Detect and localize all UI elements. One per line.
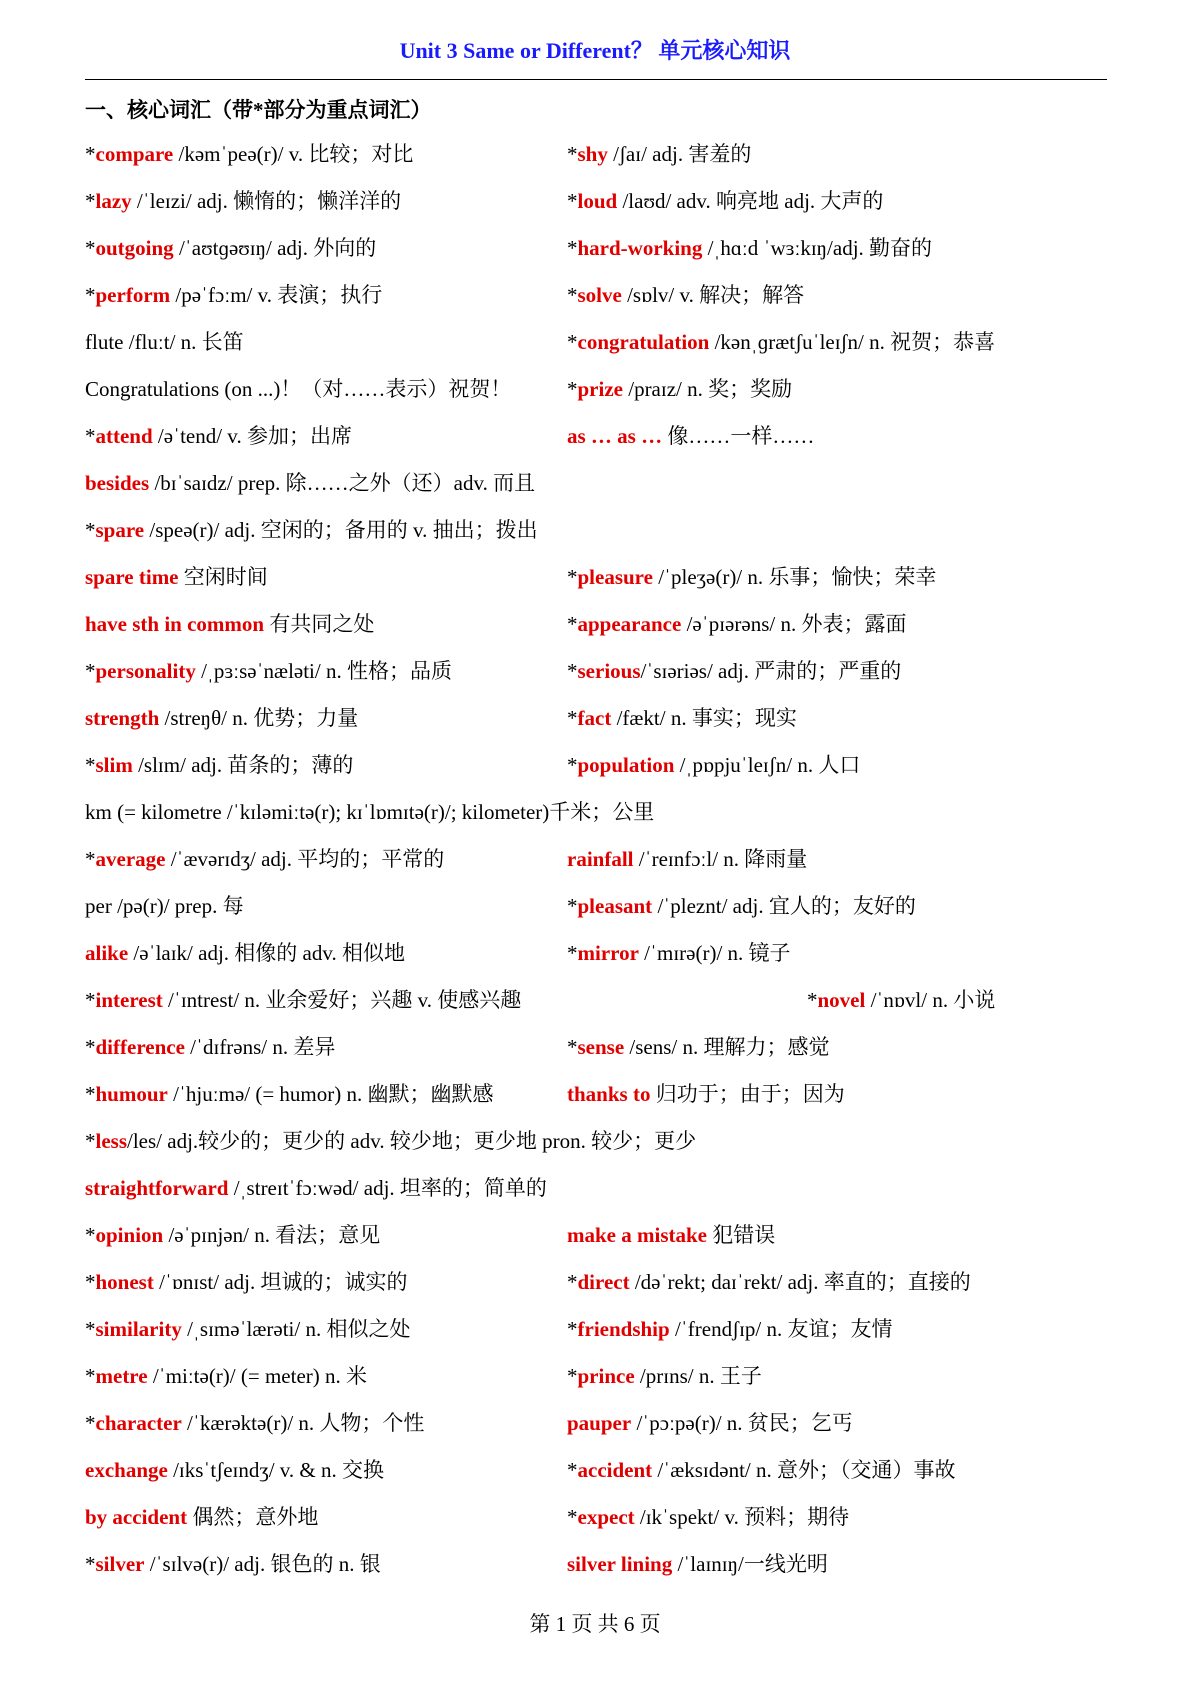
vocab-entry [567, 930, 791, 977]
vocab-definition: /əˈtend/ v. 参加；出席 [152, 424, 352, 448]
vocab-entry [85, 1071, 494, 1118]
key-word-star: * [85, 1364, 96, 1388]
vocab-row [85, 1165, 1115, 1212]
vocab-definition: /kənˌɡrætʃuˈleɪʃn/ n. 祝贺；恭喜 [709, 330, 996, 354]
vocab-entry [85, 1400, 424, 1447]
page-number: 第 1 页 共 6 页 [529, 1612, 661, 1636]
vocab-definition: /kəmˈpeə(r)/ v. 比较；对比 [173, 142, 414, 166]
vocab-definition: /ˈɒnɪst/ adj. 坦诚的；诚实的 [153, 1270, 408, 1294]
vocab-entry [85, 131, 413, 178]
vocab-definition: /dəˈrekt; daɪˈrekt/ adj. 率直的；直接的 [629, 1270, 971, 1294]
vocab-word: strength [85, 706, 160, 730]
vocab-word: interest [95, 988, 163, 1012]
key-word-star: * [85, 1317, 96, 1341]
vocab-row [85, 977, 1115, 1024]
vocab-entry [85, 1494, 318, 1541]
vocab-definition: /ˈdɪfrəns/ n. 差异 [184, 1035, 336, 1059]
vocab-entry [567, 695, 797, 742]
vocab-word: loud [577, 189, 618, 213]
vocab-entry [567, 319, 995, 366]
vocab-row [85, 178, 1115, 225]
vocab-word: similarity [95, 1317, 182, 1341]
vocab-entry [85, 977, 521, 1024]
vocab-word: shy [577, 142, 608, 166]
key-word-star: * [85, 1223, 96, 1247]
vocab-definition: /ˈsɪlvə(r)/ adj. 银色的 n. 银 [144, 1552, 381, 1576]
vocab-row [85, 460, 1115, 507]
vocab-word: pleasure [577, 565, 653, 589]
vocab-entry [85, 1024, 335, 1071]
vocab-word: friendship [577, 1317, 670, 1341]
vocab-word: by accident [85, 1505, 188, 1529]
vocab-entry [85, 1306, 410, 1353]
key-word-star: * [567, 236, 578, 260]
vocab-entry [567, 1212, 775, 1259]
vocab-definition: /ˌstreɪtˈfɔːwəd/ adj. 坦率的；简单的 [228, 1176, 547, 1200]
vocab-row [85, 836, 1115, 883]
vocab-entry [85, 789, 654, 836]
key-word-star: * [567, 189, 578, 213]
vocab-entry [85, 742, 353, 789]
key-word-star: * [567, 894, 578, 918]
vocab-row [85, 789, 1115, 836]
key-word-star: * [567, 706, 578, 730]
vocab-entry [85, 507, 538, 554]
key-word-star: * [85, 236, 96, 260]
vocab-definition: /ˈkærəktə(r)/ n. 人物；个性 [181, 1411, 425, 1435]
vocab-word: population [577, 753, 675, 777]
vocab-definition: /ˌsɪməˈlærəti/ n. 相似之处 [181, 1317, 411, 1341]
vocab-word: silver [95, 1552, 145, 1576]
vocab-row [85, 319, 1115, 366]
key-word-star: * [567, 659, 578, 683]
vocab-row [85, 225, 1115, 272]
vocab-definition: /ɪkˈspekt/ v. 预料；期待 [634, 1505, 850, 1529]
key-word-star: * [567, 283, 578, 307]
vocab-word: less [95, 1129, 127, 1153]
vocab-entry [567, 131, 751, 178]
vocab-entry [85, 225, 376, 272]
vocab-definition: /ˌhɑːd ˈwɜːkɪŋ/adj. 勤奋的 [702, 236, 933, 260]
vocab-row [85, 742, 1115, 789]
vocab-row [85, 413, 1115, 460]
vocab-row [85, 1259, 1115, 1306]
vocab-row [85, 366, 1115, 413]
vocab-definition: /ˌpɒpjuˈleɪʃn/ n. 人口 [674, 753, 861, 777]
vocab-row [85, 695, 1115, 742]
vocab-definition: /ˈævərɪdʒ/ adj. 平均的；平常的 [165, 847, 445, 871]
vocab-definition: /les/ adj.较少的；更少的 adv. 较少地；更少地 pron. 较少；更少 [127, 1129, 697, 1153]
vocab-entry [567, 1400, 853, 1447]
vocab-row [85, 883, 1115, 930]
vocab-definition: /ˈleɪzi/ adj. 懒惰的；懒洋洋的 [131, 189, 402, 213]
vocab-row [85, 1494, 1115, 1541]
key-word-star: * [85, 283, 96, 307]
vocab-definition: flute /fluːt/ n. 长笛 [85, 330, 244, 354]
vocab-row [85, 1447, 1115, 1494]
vocab-word: sense [577, 1035, 625, 1059]
vocab-entry [567, 272, 804, 319]
vocab-definition: /ˈɪntrest/ n. 业余爱好；兴趣 v. 使感兴趣 [162, 988, 522, 1012]
vocab-word: slim [95, 753, 133, 777]
vocab-entry [85, 554, 268, 601]
vocab-word: pauper [567, 1411, 632, 1435]
vocab-definition: /ˈpleznt/ adj. 宜人的；友好的 [652, 894, 916, 918]
vocab-entry [85, 930, 405, 977]
vocab-entry [567, 1541, 828, 1588]
vocab-definition: 偶然；意外地 [187, 1505, 319, 1529]
vocab-entry [85, 648, 452, 695]
vocab-entry [85, 695, 358, 742]
key-word-star: * [85, 1082, 96, 1106]
vocab-entry [567, 1071, 845, 1118]
vocab-entry [85, 883, 244, 930]
vocab-word: rainfall [567, 847, 634, 871]
key-word-star: * [567, 612, 578, 636]
vocab-entry [567, 554, 936, 601]
vocab-entry [85, 178, 401, 225]
vocab-word: novel [817, 988, 866, 1012]
key-word-star: * [85, 753, 96, 777]
vocab-entry [567, 225, 932, 272]
vocab-definition: 空闲时间 [178, 565, 268, 589]
vocab-word: serious [577, 659, 641, 683]
vocab-word: fact [577, 706, 612, 730]
vocab-definition: /streŋθ/ n. 优势；力量 [159, 706, 359, 730]
vocab-definition: /sens/ n. 理解力；感觉 [624, 1035, 830, 1059]
vocab-definition: /ˈmiːtə(r)/ (= meter) n. 米 [147, 1364, 368, 1388]
key-word-star: * [567, 1364, 578, 1388]
vocab-word: accident [577, 1458, 653, 1482]
vocab-word: attend [95, 424, 153, 448]
vocab-word: silver lining [567, 1552, 673, 1576]
vocab-definition: /ˌpɜːsəˈnæləti/ n. 性格；品质 [195, 659, 452, 683]
key-word-star: * [567, 1458, 578, 1482]
key-word-star: * [567, 330, 578, 354]
vocab-row [85, 1541, 1115, 1588]
document-title: Unit 3 Same or Different？ 单元核心知识 [399, 38, 791, 63]
vocab-definition: /laʊd/ adv. 响亮地 adj. 大声的 [617, 189, 884, 213]
vocab-definition: /praɪz/ n. 奖；奖励 [622, 377, 793, 401]
vocab-definition: /ˈsɪəriəs/ adj. 严肃的；严重的 [640, 659, 902, 683]
key-word-star: * [85, 1129, 96, 1153]
key-word-star: * [85, 1552, 96, 1576]
vocab-entry [567, 601, 906, 648]
vocab-definition: /ˈlaɪnɪŋ/一线光明 [672, 1552, 828, 1576]
vocab-word: spare time [85, 565, 179, 589]
vocab-entry [85, 413, 352, 460]
key-word-star: * [567, 142, 578, 166]
vocab-word: solve [577, 283, 622, 307]
vocab-row [85, 1306, 1115, 1353]
vocab-word: lazy [95, 189, 132, 213]
key-word-star: * [85, 847, 96, 871]
vocab-definition: 像……一样…… [662, 424, 815, 448]
vocab-row [85, 131, 1115, 178]
vocab-word: straightforward [85, 1176, 229, 1200]
vocab-definition: /pəˈfɔːm/ v. 表演；执行 [170, 283, 383, 307]
vocab-entry [567, 1447, 956, 1494]
vocab-entry [85, 1353, 367, 1400]
vocab-definition: /bɪˈsaɪdz/ prep. 除……之外（还）adv. 而且 [149, 471, 536, 495]
vocab-definition: /ˈfrendʃɪp/ n. 友谊；友情 [669, 1317, 893, 1341]
vocab-definition: /ʃaɪ/ adj. 害羞的 [607, 142, 752, 166]
vocab-word: thanks to [567, 1082, 651, 1106]
vocab-word: prince [577, 1364, 635, 1388]
vocab-row [85, 272, 1115, 319]
vocab-word: metre [95, 1364, 148, 1388]
vocab-entry [567, 883, 916, 930]
vocab-word: appearance [577, 612, 682, 636]
vocab-row [85, 1400, 1115, 1447]
vocab-entry [85, 1541, 381, 1588]
vocab-definition: /əˈpɪnjən/ n. 看法；意见 [163, 1223, 381, 1247]
key-word-star: * [567, 1035, 578, 1059]
vocab-entry [567, 1306, 893, 1353]
key-word-star: * [567, 377, 578, 401]
vocab-definition: /fækt/ n. 事实；现实 [611, 706, 797, 730]
vocab-row [85, 930, 1115, 977]
key-word-star: * [85, 189, 96, 213]
vocab-entry [567, 1259, 971, 1306]
key-word-star: * [85, 1035, 96, 1059]
vocab-word: mirror [577, 941, 639, 965]
vocab-definition: /ˈæksɪdənt/ n. 意外；（交通）事故 [652, 1458, 956, 1482]
vocab-entry [85, 1259, 408, 1306]
key-word-star: * [85, 518, 96, 542]
vocab-definition: /ˈaʊtɡəʊɪŋ/ adj. 外向的 [173, 236, 377, 260]
vocab-definition: 犯错误 [707, 1223, 776, 1247]
vocab-definition: /ˈnɒvl/ n. 小说 [865, 988, 996, 1012]
vocab-word: direct [577, 1270, 630, 1294]
vocab-entry [807, 977, 995, 1024]
vocab-entry [85, 319, 244, 366]
vocab-definition: /ˈhjuːmə/ (= humor) n. 幽默；幽默感 [167, 1082, 494, 1106]
vocab-word: besides [85, 471, 150, 495]
vocab-entry [85, 1118, 696, 1165]
vocab-definition: /ˈreɪnfɔːl/ n. 降雨量 [633, 847, 808, 871]
vocab-entry [567, 1353, 762, 1400]
vocab-row [85, 1024, 1115, 1071]
vocab-entry [85, 601, 374, 648]
vocab-word: make a mistake [567, 1223, 707, 1247]
vocab-definition: Congratulations (on ...)！（对……表示）祝贺！ [85, 377, 512, 401]
vocab-word: outgoing [95, 236, 174, 260]
vocab-row [85, 1353, 1115, 1400]
vocab-word: prize [577, 377, 623, 401]
vocab-row [85, 648, 1115, 695]
vocab-entry [85, 1212, 380, 1259]
key-word-star: * [85, 1270, 96, 1294]
vocab-word: personality [95, 659, 196, 683]
vocab-definition: /əˈpɪərəns/ n. 外表；露面 [681, 612, 907, 636]
key-word-star: * [567, 941, 578, 965]
vocab-entry [85, 460, 535, 507]
vocab-word: exchange [85, 1458, 168, 1482]
key-word-star: * [85, 1411, 96, 1435]
vocab-word: honest [95, 1270, 154, 1294]
vocab-entry [567, 1024, 830, 1071]
vocab-row [85, 1118, 1115, 1165]
vocab-row [85, 1212, 1115, 1259]
vocab-entry [567, 648, 901, 695]
vocab-entry [567, 413, 814, 460]
key-word-star: * [85, 142, 96, 166]
vocab-entry [85, 272, 382, 319]
key-word-star: * [85, 988, 96, 1012]
vocab-word: spare [95, 518, 145, 542]
vocab-word: expect [577, 1505, 635, 1529]
key-word-star: * [567, 1505, 578, 1529]
key-word-star: * [85, 659, 96, 683]
vocab-entry [85, 366, 511, 413]
vocab-entry [567, 742, 860, 789]
key-word-star: * [807, 988, 818, 1012]
header-rule [85, 79, 1107, 80]
vocab-definition: /prɪns/ n. 王子 [634, 1364, 762, 1388]
key-word-star: * [567, 1270, 578, 1294]
vocab-word: humour [95, 1082, 168, 1106]
vocab-definition: /əˈlaɪk/ adj. 相像的 adv. 相似地 [128, 941, 406, 965]
vocab-word: compare [95, 142, 174, 166]
vocab-entry [85, 1447, 384, 1494]
vocab-entry [567, 366, 792, 413]
section-title: 一、核心词汇（带*部分为重点词汇） [85, 98, 432, 122]
vocab-entry [85, 1165, 547, 1212]
vocab-definition: /speə(r)/ adj. 空闲的；备用的 v. 抽出；拨出 [144, 518, 538, 542]
vocab-word: perform [95, 283, 171, 307]
vocab-word: as … as … [567, 424, 663, 448]
key-word-star: * [85, 424, 96, 448]
vocab-word: character [95, 1411, 182, 1435]
vocab-definition: 归功于；由于；因为 [650, 1082, 845, 1106]
vocab-definition: /ˈpleʒə(r)/ n. 乐事；愉快；荣幸 [652, 565, 937, 589]
vocab-word: have sth in common [85, 612, 265, 636]
vocab-word: opinion [95, 1223, 164, 1247]
vocab-definition: km (= kilometre /ˈkɪləmiːtə(r); kɪˈlɒmɪtə(r)/; kilometer)千米；公里 [85, 800, 655, 824]
vocab-definition: /sɒlv/ v. 解决；解答 [621, 283, 805, 307]
vocab-entry [567, 178, 883, 225]
vocab-row [85, 1071, 1115, 1118]
vocab-definition: /slɪm/ adj. 苗条的；薄的 [132, 753, 354, 777]
vocab-definition: /ˈmɪrə(r)/ n. 镜子 [638, 941, 791, 965]
vocab-definition: /ɪksˈtʃeɪndʒ/ v. & n. 交换 [167, 1458, 385, 1482]
vocab-word: alike [85, 941, 129, 965]
vocab-word: pleasant [577, 894, 653, 918]
vocab-entry [567, 1494, 849, 1541]
vocab-word: average [95, 847, 166, 871]
vocab-definition: per /pə(r)/ prep. 每 [85, 894, 244, 918]
vocab-word: difference [95, 1035, 185, 1059]
vocab-entry [85, 836, 444, 883]
vocabulary-list [85, 131, 1115, 1588]
vocab-entry [567, 836, 807, 883]
vocab-word: congratulation [577, 330, 710, 354]
key-word-star: * [567, 565, 578, 589]
vocab-row [85, 554, 1115, 601]
vocab-row [85, 601, 1115, 648]
key-word-star: * [567, 753, 578, 777]
vocab-definition: 有共同之处 [264, 612, 375, 636]
vocab-word: hard-working [577, 236, 703, 260]
key-word-star: * [567, 1317, 578, 1341]
vocab-definition: /ˈpɔːpə(r)/ n. 贫民；乞丐 [631, 1411, 853, 1435]
vocab-row [85, 507, 1115, 554]
